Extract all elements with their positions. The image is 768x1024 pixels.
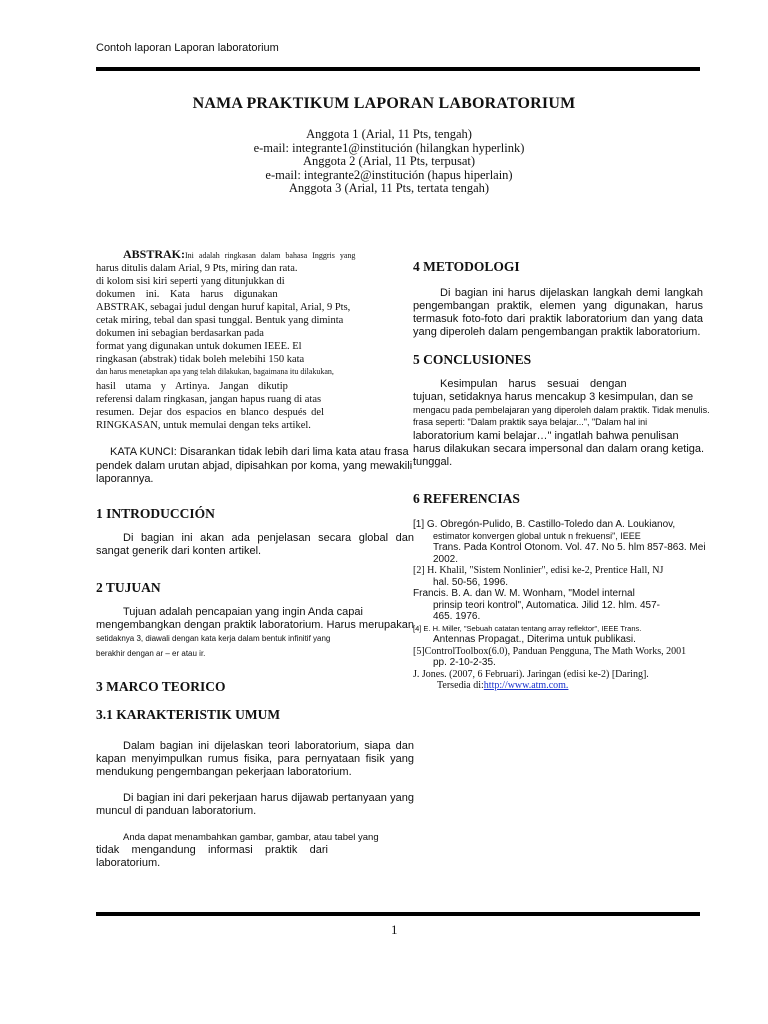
abstract-line: harus ditulis dalam Arial, 9 Pts, miring dan rata. [96,263,298,274]
tujuan-line: mengembangkan dengan praktik laboratorium. Harus merupakan [96,618,414,631]
conclusiones-line: harus dilakukan secara impersonal dan dalam orang ketiga. [413,443,705,455]
abstract-line: cetak miring, tebal dan spasi tunggal. Bentuk yang diminta [96,315,344,326]
reference-line: prinsip teori kontrol", Automatica. Jilid 12. hlm. 457- [433,599,660,611]
section-heading-metodologi: 4 METODOLOGI [413,259,520,274]
abstract-label: ABSTRAK: [123,247,186,261]
reference-line: [2] H. Khalil, "Sistem Nonlinier", edisi ke-2, Prentice Hall, NJ [413,565,664,576]
reference-availability [413,680,743,692]
section-heading-karakteristik: 3.1 KARAKTERISTIK UMUM [96,706,281,722]
karakteristik-paragraph-2: Di bagian ini dari pekerjaan harus dijawab pertanyaan yang muncul di panduan laboratorium. [96,791,414,817]
karakteristik-paragraph-1: Dalam bagian ini dijelaskan teori laboratorium, siapa dan kapan menyimpulkan rumus fisika, para pernyataan fisik yang mendukung pengembangan pekerjaan laboratorium. [96,739,414,778]
abstract-line: ABSTRAK, sebagai judul dengan huruf kapital, Arial, 9 Pts, [96,302,351,313]
reference-list [413,519,743,692]
tujuan-text [96,606,414,662]
abstract-line: resumen. Dejar dos espacios en blanco después del [96,407,325,418]
reference-line: Trans. Pada Kontrol Otonom. Vol. 47. No 5. hlm 857-863. Mei [433,542,706,553]
bottom-rule [96,912,700,916]
keywords-paragraph: KATA KUNCI: Disarankan tidak lebih dari lima kata atau frasa pendek dalam urutan abjad, dipisahkan por koma, yang mewakili laporannya. [96,446,413,485]
reference-line: Antennas Propagat., Diterima untuk publikasi. [433,634,636,645]
tujuan-line: berakhir dengan ar – er atau ir. [96,648,206,658]
metodologi-text: Di bagian ini harus dijelaskan langkah demi langkah pengembangan praktik, elemen yang digunakan, harus termasuk foto-foto dari praktik laboratorium dan yang data yang diperoleh dalam pengembangan praktik laboratorium. [413,287,703,338]
author-block [0,128,768,196]
reference-line: [5]ControlToolbox(6.0), Panduan Pengguna, The Math Works, 2001 [413,645,687,657]
abstract-line: di kolom sisi kiri seperti yang ditunjukkan di [96,276,285,287]
section-heading-introduccion: 1 INTRODUCCIÓN [96,505,215,521]
author-1-email: e-mail: integrante1@institución (hilangkan hyperlink) [253,140,525,155]
conclusiones-line: tunggal. [413,456,453,468]
reference-available-label: Tersedia di: [437,680,484,691]
report-title: NAMA PRAKTIKUM LAPORAN LABORATORIUM [192,95,576,112]
reference-line: hal. 50-56, 1996. [433,576,509,588]
abstract-first-line: Ini adalah ringkasan dalam bahasa Inggris yang [185,251,356,260]
section-heading-conclusiones: 5 CONCLUSIONES [413,352,532,367]
conclusiones-line: tujuan, setidaknya harus mencakup 3 kesimpulan, dan se [413,391,694,403]
conclusiones-text [413,378,743,469]
running-header: Contoh laporan Laporan laboratorium [96,42,279,54]
section-heading-referencias: 6 REFERENCIAS [413,491,520,506]
conclusiones-line: frasa seperti: "Dalam praktik saya belajar...", "Dalam hal ini [413,417,648,427]
reference-link[interactable]: http://www.atm.com. [483,680,569,691]
reference-line: estimator konvergen global untuk n frekuensi", IEEE [433,530,641,541]
tujuan-line: Tujuan adalah pencapaian yang ingin Anda capai [123,605,363,618]
reference-line: [1] G. Obregón-Pulido, B. Castillo-Toledo dan A. Loukianov, [413,519,676,530]
abstract-line: dokumen ini sebagian berdasarkan pada [96,328,264,339]
tujuan-line: setidaknya 3, diawali dengan kata kerja dalam bentuk infinitif yang [96,633,331,643]
reference-line: J. Jones. (2007, 6 Februari). Jaringan (edisi ke-2) [Daring]. [413,668,649,680]
abstract-line: referensi dalam ringkasan, jangan hapus ruang di atas [96,394,322,405]
abstract-line: RINGKASAN, untuk memulai dengan teks artikel. [96,420,311,431]
left-column [96,248,414,870]
reference-line: pp. 2-10-2-35. [433,657,496,668]
conclusiones-line: laboratorium kami belajar…" ingatlah bahwa penulisan [413,430,679,442]
abstract-line: ringkasan (abstrak) tidak boleh melebihi 150 kata [96,354,305,365]
right-column [413,260,743,692]
karakteristik-paragraph-3-small: Anda dapat menambahkan gambar, gambar, atau tabel yang [123,831,379,843]
reference-line: 2002. [433,553,459,565]
reference-line: 465. 1976. [433,611,481,622]
conclusiones-line: mengacu pada pembelajaran yang diperoleh dalam praktik. Tidak menulis. [413,405,710,415]
introduccion-text: Di bagian ini akan ada penjelasan secara global dan sangat generik dari konten artikel. [96,531,414,557]
section-heading-marco-teorico: 3 MARCO TEORICO [96,678,226,694]
abstract-block [96,248,414,432]
author-1: Anggota 1 (Arial, 11 Pts, tengah) [306,127,472,141]
section-heading-tujuan: 2 TUJUAN [96,579,161,595]
abstract-line: hasil utama y Artinya. Jangan dikutip [96,381,288,392]
author-3: Anggota 3 (Arial, 11 Pts, tertata tengah) [288,181,490,195]
abstract-line: dokumen ini. Kata harus digunakan [96,289,278,300]
abstract-line: format yang digunakan untuk dokumen IEEE. El [96,341,302,352]
conclusiones-line: Kesimpulan harus sesuai dengan [440,378,627,390]
author-2-email: e-mail: integrante2@institución (hapus hiperlain) [265,167,513,182]
karakteristik-paragraph-3: tidak mengandung informasi praktik dari laboratorium. [96,843,328,869]
reference-line: [4] E. H. Miller, "Sebuah catatan tentang array reflektor", IEEE Trans. [413,623,642,633]
reference-line: Francis. B. A. dan W. M. Wonham, "Model internal [413,588,635,599]
author-2: Anggota 2 (Arial, 11 Pts, terpusat) [302,154,476,168]
top-rule [96,67,700,71]
page-number: 1 [391,922,398,937]
abstract-line: dan harus menetapkan apa yang telah dilakukan, bagaimana itu dilakukan, [96,367,334,376]
